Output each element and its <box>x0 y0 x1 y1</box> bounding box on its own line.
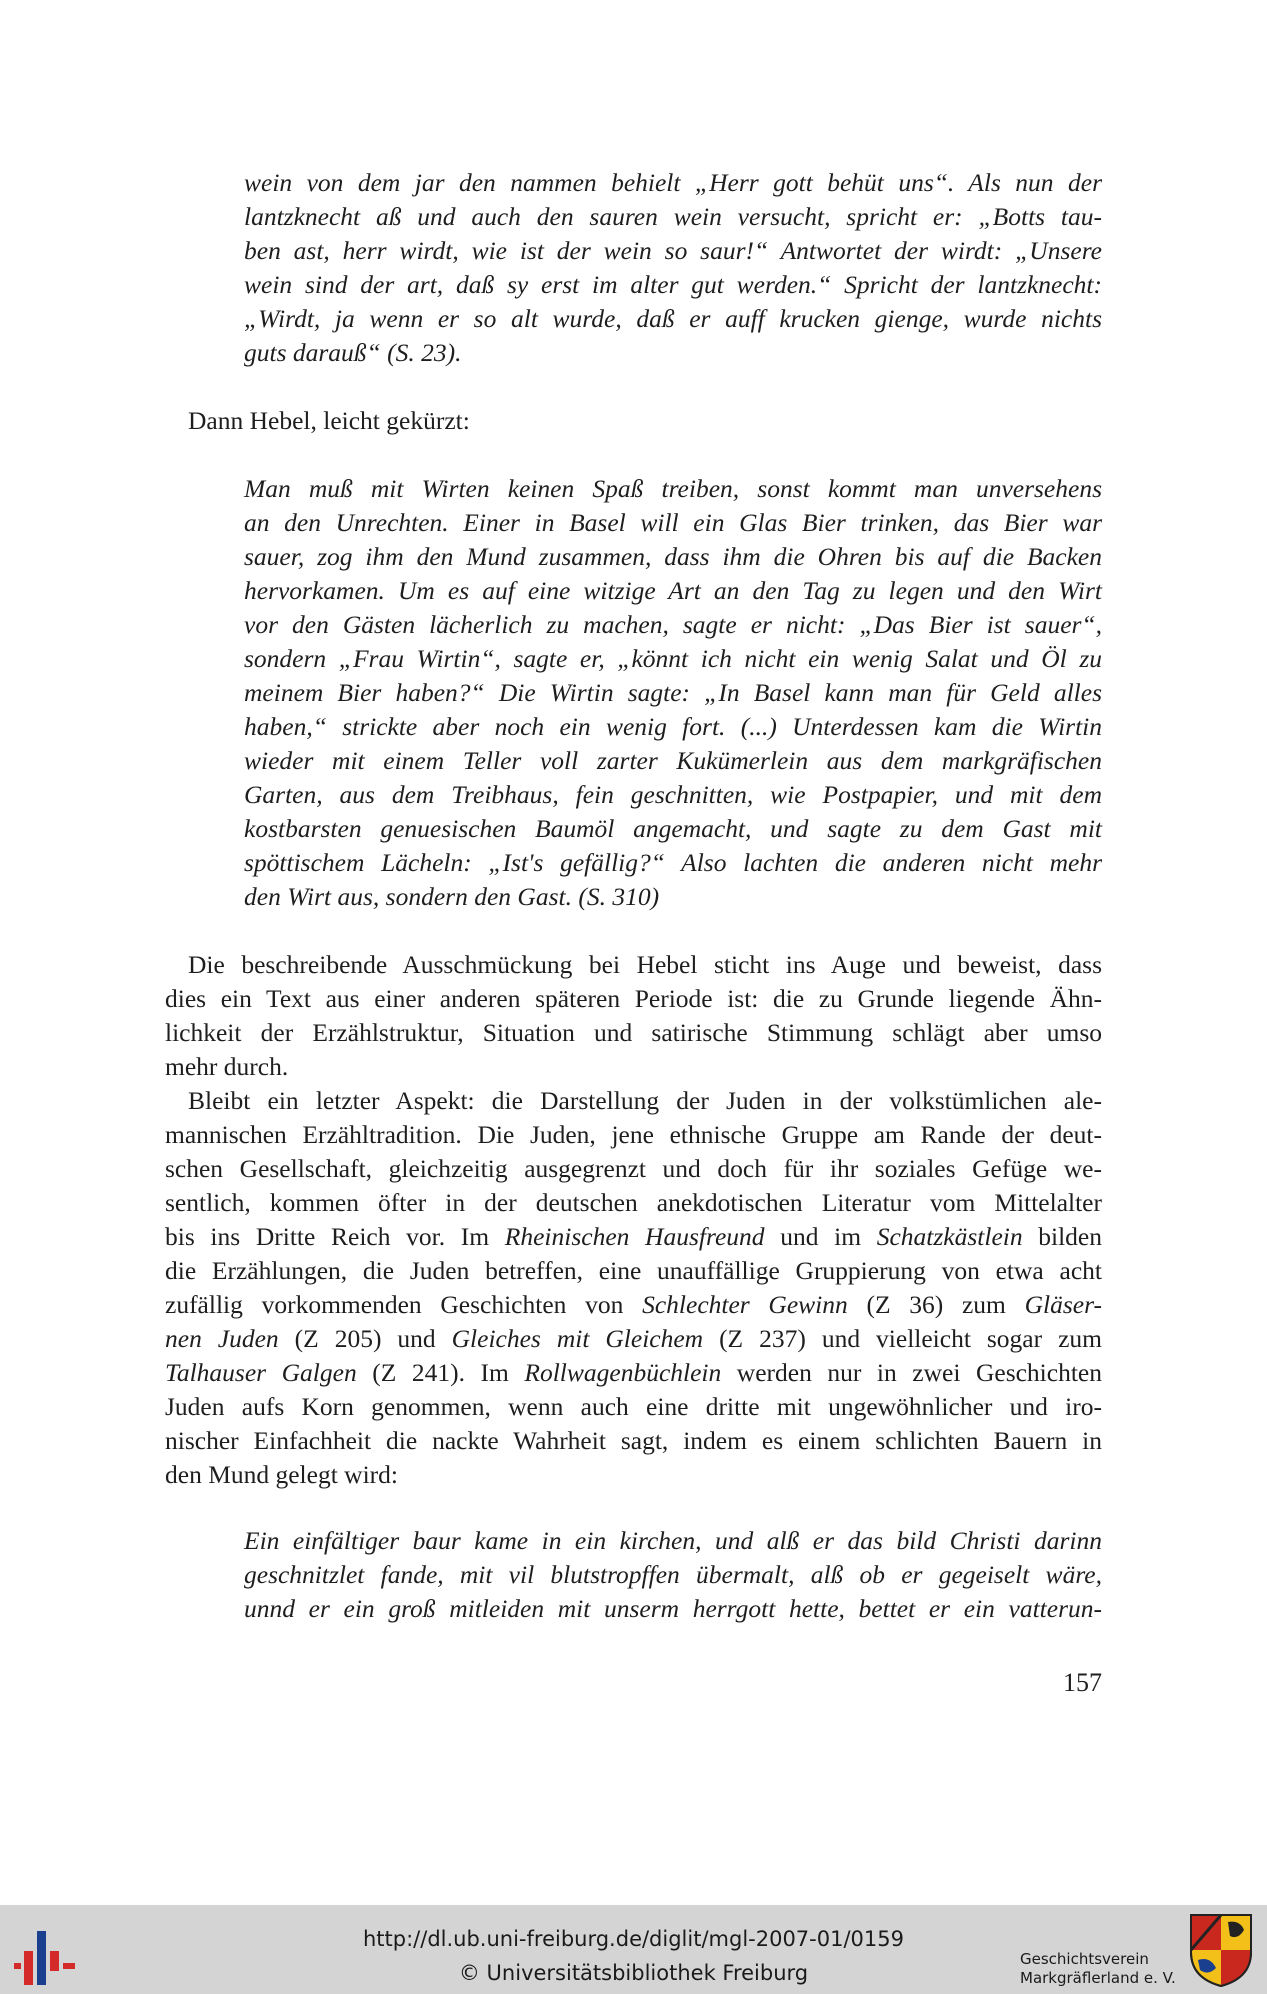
quote2-line: vor den Gästen lächerlich zu machen, sagte er nicht: „Das Bier ist sauer“, <box>244 610 1102 639</box>
intro-text: Dann Hebel, leicht gekürzt: <box>188 406 470 435</box>
body-line: zufällig vorkommenden Geschichten von Schlechter Gewinn (Z 36) zum Gläser- <box>165 1290 1103 1319</box>
quote2-line: haben,“ strickte aber noch ein wenig fort. (...) Unterdessen kam die Wirtin <box>244 712 1102 741</box>
title-talhauser-galgen: Talhauser Galgen <box>165 1358 357 1387</box>
coat-of-arms-icon <box>1188 1912 1254 1988</box>
quote1-line: wein von dem jar den nammen behielt „Herr gott behüt uns“. Als nun der <box>244 168 1102 197</box>
body-line: bis ins Dritte Reich vor. Im Rheinischen Hausfreund und im Schatzkästlein bilden <box>165 1222 1102 1251</box>
permalink-url[interactable]: http://dl.ub.uni-freiburg.de/diglit/mgl-2007-01/0159 <box>362 1927 904 1951</box>
body-line: dies ein Text aus einer anderen späteren Periode ist: die zu Grunde liegende Ähn- <box>165 984 1102 1013</box>
title-rheinischer-hausfreund: Rheinischen Hausfreund <box>504 1222 765 1251</box>
body-line: den Mund gelegt wird: <box>165 1460 398 1489</box>
society-name: Geschichtsverein Markgräflerland e. V. <box>1020 1950 1176 1987</box>
body-line: Die beschreibende Ausschmückung bei Hebel sticht ins Auge und beweist, dass <box>188 950 1102 979</box>
quote2-line: kostbarsten genuesischen Baumöl angemacht, und sagte zu dem Gast mit <box>244 814 1102 843</box>
body-line: Talhauser Galgen (Z 241). Im Rollwagenbüchlein werden nur in zwei Geschichten <box>165 1358 1102 1387</box>
quote1-line: wein sind der art, daß sy erst im alter gut werden.“ Spricht der lantzknecht: <box>244 270 1102 299</box>
quote2-line: hervorkamen. Um es auf eine witzige Art an den Tag zu legen und den Wirt <box>244 576 1102 605</box>
quote3-line: Ein einfältiger baur kame in ein kirchen, und alß er das bild Christi darinn <box>244 1526 1102 1555</box>
quote2-line: sauer, zog ihm den Mund zusammen, dass ihm die Ohren bis auf die Backen <box>244 542 1102 571</box>
body-line: nischer Einfachheit die nackte Wahrheit sagt, indem es einem schlichten Bauern in <box>165 1426 1102 1455</box>
quote2-line: den Wirt aus, sondern den Gast. (S. 310) <box>244 882 660 911</box>
quote2-line: spöttischem Lächeln: „Ist's gefällig?“ Also lachten die anderen nicht mehr <box>244 848 1102 877</box>
quote1-line: „Wirdt, ja wenn er so alt wurde, daß er auff krucken gienge, wurde nichts <box>244 304 1102 333</box>
quote3-line: geschnitzlet fande, mit vil blutstropffen übermalt, alß ob er gegeiselt wäre, <box>244 1560 1102 1589</box>
body-line: Juden aufs Korn genommen, wenn auch eine dritte mit ungewöhnlicher und iro- <box>165 1392 1102 1421</box>
quote3-line: unnd er ein groß mitleiden mit unserm herrgott hette, bettet er ein vatterun- <box>244 1594 1102 1623</box>
quote1-line: lantzknecht aß und auch den sauren wein versucht, spricht er: „Botts tau- <box>244 202 1102 231</box>
title-schatzkaestlein: Schatzkästlein <box>876 1222 1023 1251</box>
quote1-line: ben ast, herr wirdt, wie ist der wein so saur!“ Antwortet der wirdt: „Unsere <box>244 236 1102 265</box>
body-line: lichkeit der Erzählstruktur, Situation und satirische Stimmung schlägt aber umso <box>165 1018 1102 1047</box>
body-line: sentlich, kommen öfter in der deutschen anekdotischen Literatur vom Mittelalter <box>165 1188 1102 1217</box>
quote1-line: guts darauß“ (S. 23). <box>244 338 462 367</box>
body-line: Bleibt ein letzter Aspekt: die Darstellung der Juden in der volkstümlichen ale- <box>188 1086 1102 1115</box>
quote2-line: Garten, aus dem Treibhaus, fein geschnitten, wie Postpapier, und mit dem <box>244 780 1102 809</box>
body-line: die Erzählungen, die Juden betreffen, eine unauffällige Gruppierung von etwa acht <box>165 1256 1102 1285</box>
title-rollwagenbuechlein: Rollwagenbüchlein <box>524 1358 722 1387</box>
title-schlechter-gewinn: Schlechter Gewinn <box>642 1290 848 1319</box>
body-line: mannischen Erzähltradition. Die Juden, jene ethnische Gruppe am Rande der deut- <box>165 1120 1102 1149</box>
quote2-line: an den Unrechten. Einer in Basel will ein Glas Bier trinken, das Bier war <box>244 508 1102 537</box>
body-line: mehr durch. <box>165 1052 289 1081</box>
page-number: 157 <box>1063 1668 1102 1697</box>
quote2-line: sondern „Frau Wirtin“, sagte er, „könnt ich nicht ein wenig Salat und Öl zu <box>244 644 1102 673</box>
copyright-text: © Universitätsbibliothek Freiburg <box>458 1961 809 1985</box>
quote2-line: meinem Bier haben?“ Die Wirtin sagte: „In Basel kann man für Geld alles <box>244 678 1102 707</box>
title-glaesernen-juden: Gläser- <box>1024 1290 1103 1319</box>
footer-bar <box>0 1905 1267 1994</box>
body-line: nen Juden (Z 205) und Gleiches mit Gleichem (Z 237) und vielleicht sogar zum <box>165 1324 1102 1353</box>
quote2-line: Man muß mit Wirten keinen Spaß treiben, sonst kommt man unversehens <box>244 474 1102 503</box>
quote2-line: wieder mit einem Teller voll zarter Kukümerlein aus dem markgräfischen <box>244 746 1102 775</box>
body-line: schen Gesellschaft, gleichzeitig ausgegrenzt und doch für ihr soziales Gefüge we- <box>165 1154 1102 1183</box>
title-gleiches-mit-gleichem: Gleiches mit Gleichem <box>451 1324 704 1353</box>
